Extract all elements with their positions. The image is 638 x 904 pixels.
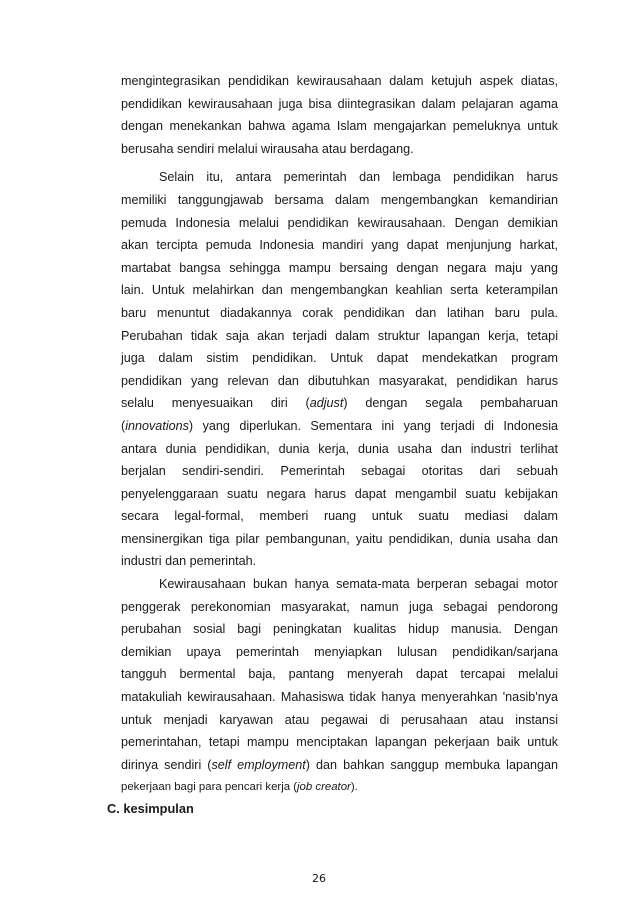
text-line: akan tercipta pemuda Indonesia mandiri yang dapat menjunjung harkat, xyxy=(121,238,558,253)
text-line: penyelenggaraan suatu negara harus dapat mengambil suatu kebijakan xyxy=(121,486,558,501)
section-heading: C. kesimpulan xyxy=(107,801,194,816)
text-line: antara dunia pendidikan, dunia kerja, dunia usaha dan industri terlihat xyxy=(121,441,558,456)
text-line: industri dan pemerintah. xyxy=(121,554,257,569)
text-line: secara legal-formal, memberi ruang untuk suatu mediasi dalam xyxy=(121,509,558,524)
text-line: tangguh bermental baja, pantang menyerah dapat tercapai melalui xyxy=(121,667,558,682)
page-number: 26 xyxy=(312,872,326,885)
text-line: pendidikan kewirausahaan juga bisa diintegrasikan dalam pelajaran agama xyxy=(121,96,558,111)
text-line: berjalan sendiri-sendiri. Pemerintah sebagai otoritas dari sebuah xyxy=(121,464,558,479)
text-line: baru menuntut diadakannya corak pendidikan dan latihan baru pula. xyxy=(121,305,558,320)
text-line: lain. Untuk melahirkan dan mengembangkan keahlian serta keterampilan xyxy=(121,283,558,298)
text-line: selalu menyesuaikan diri (adjust) dengan segala pembaharuan xyxy=(121,396,558,411)
text-line: pekerjaan bagi para pencari kerja (job creator). xyxy=(121,781,358,794)
text-line: matakuliah kewirausahaan. Mahasiswa tidak hanya menyerahkan 'nasib'nya xyxy=(121,690,558,705)
text-line: juga dalam sistim pendidikan. Untuk dapat mendekatkan program xyxy=(121,351,558,366)
text-line: (innovations) yang diperlukan. Sementara ini yang terjadi di Indonesia xyxy=(121,418,558,433)
body-text xyxy=(121,70,558,799)
text-line: demikian upaya pemerintah menyiapkan lulusan pendidikan/sarjana xyxy=(121,644,558,659)
text-line: untuk menjadi karyawan atau pegawai di perusahaan atau instansi xyxy=(121,712,558,727)
text-line: perubahan sosial bagi peningkatan kualitas hidup manusia. Dengan xyxy=(121,622,558,637)
text-line: Perubahan tidak saja akan terjadi dalam struktur lapangan kerja, tetapi xyxy=(121,328,558,343)
text-line: dirinya sendiri (self employment) dan bahkan sanggup membuka lapangan xyxy=(121,757,558,772)
text-line: berusaha sendiri melalui wirausaha atau berdagang. xyxy=(121,141,414,156)
text-line: Selain itu, antara pemerintah dan lembaga pendidikan harus xyxy=(159,170,558,185)
text-line: mensinergikan tiga pilar pembangunan, yaitu pendidikan, dunia usaha dan xyxy=(121,531,558,546)
text-line: memiliki tanggungjawab bersama dalam mengembangkan kemandirian xyxy=(121,192,558,207)
text-line: martabat bangsa sehingga mampu bersaing dengan negara maju yang xyxy=(121,260,558,275)
text-line: pendidikan yang relevan dan dibutuhkan masyarakat, pendidikan harus xyxy=(121,373,558,388)
text-line: dengan menekankan bahwa agama Islam mengajarkan pemeluknya untuk xyxy=(121,119,558,134)
text-line: penggerak perekonomian masyarakat, namun juga sebagai pendorong xyxy=(121,599,558,614)
text-line: mengintegrasikan pendidikan kewirausahaan dalam ketujuh aspek diatas, xyxy=(121,74,558,88)
text-line: pemuda Indonesia melalui pendidikan kewirausahaan. Dengan demikian xyxy=(121,215,558,230)
text-line: pemerintahan, tetapi mampu menciptakan lapangan pekerjaan baik untuk xyxy=(121,735,558,750)
text-line: Kewirausahaan bukan hanya semata-mata berperan sebagai motor xyxy=(159,577,558,592)
